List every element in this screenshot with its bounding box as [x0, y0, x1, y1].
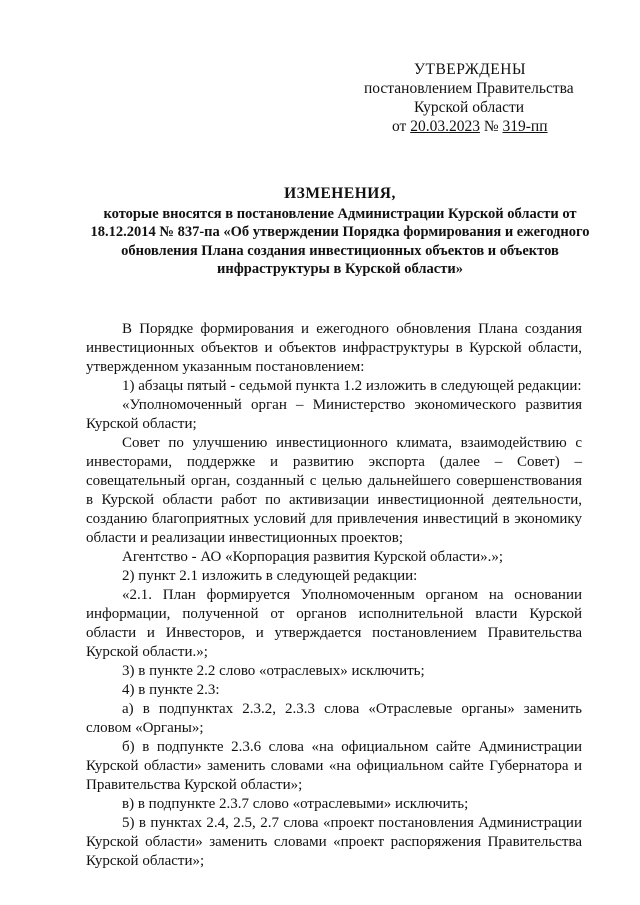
approval-line-1: постановлением Правительства	[364, 80, 574, 97]
paragraph: В Порядке формирования и ежегодного обновления Плана создания инвестиционных объектов и объектов инфраструктуры в Курской области, утвержденном указанным постановлением:	[86, 321, 582, 375]
heading-title: ИЗМЕНЕНИЯ,	[284, 185, 396, 202]
paragraph: б) в подпункте 2.3.6 слова «на официальном сайте Администрации Курской области» заменить словами «на официальном сайте Губернатора и Правительства Курской области»;	[86, 739, 582, 793]
paragraph: 4) в пункте 2.3:	[122, 682, 220, 698]
heading-subtitle: которые вносятся в постановление Администрации Курской области от 18.12.2014 № 837-па «Об утверждении Порядка формирования и ежегодного обновления Плана создания инвестиционных объектов и объектов инфраструктуры в Курской области»	[90, 205, 590, 277]
paragraph: «2.1. План формируется Уполномоченным органом на основании информации, полученной от органов исполнительной власти Курской области и Инвесторов, и утверждается постановлением Правительства Курской области.»;	[86, 587, 582, 660]
paragraph: 3) в пункте 2.2 слово «отраслевых» исключить;	[122, 663, 425, 679]
approval-date-prefix: от	[392, 118, 407, 135]
approval-line-3	[364, 117, 594, 136]
paragraph: 1) абзацы пятый - седьмой пункта 1.2 изложить в следующей редакции:	[122, 378, 582, 394]
document-body	[86, 320, 582, 871]
document-heading	[90, 185, 590, 279]
approval-number: 319-пп	[502, 118, 548, 135]
approval-title: УТВЕРЖДЕНЫ	[414, 61, 526, 78]
approval-line-2: Курской области	[414, 99, 525, 116]
paragraph: Совет по улучшению инвестиционного климата, взаимодействию с инвесторами, поддержке и развитию экспорта (далее – Совет) – совещательный орган, созданный с целью дальнейшего совершенствования в Курской области работ по активизации инвестиционной деятельности, созданию благоприятных условий для привлечения инвестиций в экономику области и реализации инвестиционных проектов;	[86, 435, 582, 546]
approval-date: 20.03.2023	[410, 118, 480, 135]
paragraph: 5) в пунктах 2.4, 2.5, 2.7 слова «проект постановления Администрации Курской области» заменить словами «проект распоряжения Правительства Курской области»;	[86, 815, 582, 869]
paragraph: а) в подпунктах 2.3.2, 2.3.3 слова «Отраслевые органы» заменить словом «Органы»;	[86, 701, 582, 736]
paragraph: 2) пункт 2.1 изложить в следующей редакции:	[122, 568, 418, 584]
paragraph: в) в подпункте 2.3.7 слово «отраслевыми» исключить;	[122, 796, 469, 812]
approval-number-sign: №	[483, 118, 499, 135]
paragraph: «Уполномоченный орган – Министерство экономического развития Курской области;	[86, 397, 582, 432]
approval-block	[364, 60, 594, 136]
paragraph: Агентство - АО «Корпорация развития Курской области».»;	[122, 549, 504, 565]
